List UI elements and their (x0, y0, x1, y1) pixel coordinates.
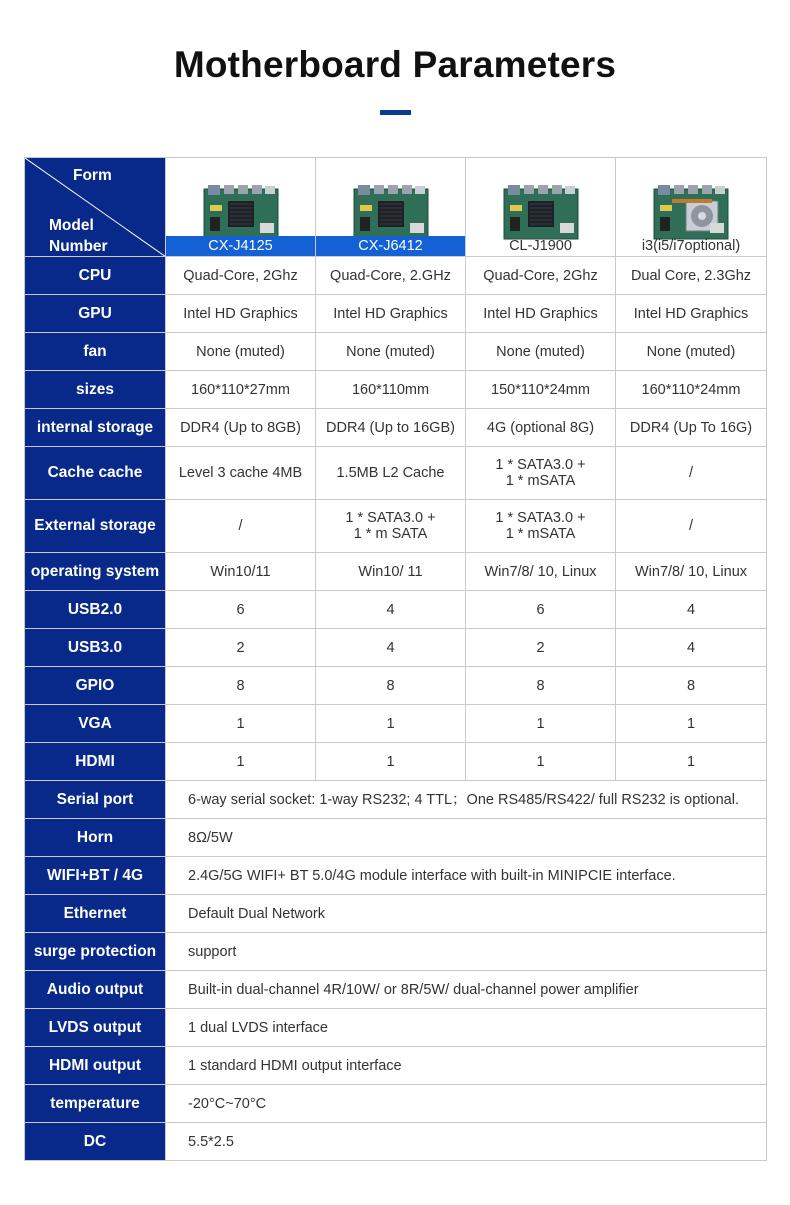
product-cell (316, 158, 466, 257)
spec-label: Ethernet (25, 895, 166, 933)
form-label: Form (73, 167, 112, 184)
spec-value: None (muted) (466, 333, 616, 371)
spec-value: 1 * SATA3.0 + 1 * mSATA (466, 500, 616, 553)
spec-value: 4 (316, 591, 466, 629)
spec-value: 4 (616, 629, 767, 667)
product-model-name: CX-J4125 (166, 236, 315, 256)
spec-value: DDR4 (Up to 8GB) (166, 409, 316, 447)
spec-label: Serial port (25, 781, 166, 819)
spec-row (25, 257, 767, 295)
spec-value: 8 (316, 667, 466, 705)
spec-value: Quad-Core, 2Ghz (166, 257, 316, 295)
product-image (502, 183, 580, 241)
motherboard-image (652, 183, 730, 241)
header-corner-cell (25, 158, 166, 257)
spec-row-wide (25, 1085, 767, 1123)
product-cell (166, 158, 316, 257)
spec-label: External storage (25, 500, 166, 553)
spec-label: temperature (25, 1085, 166, 1123)
spec-row (25, 295, 767, 333)
spec-value: 4 (316, 629, 466, 667)
spec-value: 1 (616, 705, 767, 743)
spec-value: 8 (166, 667, 316, 705)
spec-value: Intel HD Graphics (316, 295, 466, 333)
spec-value: 4G (optional 8G) (466, 409, 616, 447)
spec-value: support (166, 933, 767, 971)
spec-label: internal storage (25, 409, 166, 447)
spec-label: sizes (25, 371, 166, 409)
spec-row-wide (25, 819, 767, 857)
page-title: Motherboard Parameters (173, 44, 617, 85)
spec-row (25, 743, 767, 781)
spec-value: 150*110*24mm (466, 371, 616, 409)
spec-value: Dual Core, 2.3Ghz (616, 257, 767, 295)
spec-value: 1 (616, 743, 767, 781)
spec-label: HDMI output (25, 1047, 166, 1085)
product-model-name: CX-J6412 (316, 236, 465, 256)
spec-label: LVDS output (25, 1009, 166, 1047)
product-image (652, 183, 730, 241)
model-number-label: Model Number (49, 217, 108, 255)
spec-label: Cache cache (25, 447, 166, 500)
spec-row-wide (25, 895, 767, 933)
spec-value: 1 standard HDMI output interface (166, 1047, 767, 1085)
spec-row-wide (25, 1009, 767, 1047)
spec-value: Intel HD Graphics (466, 295, 616, 333)
spec-value: 1 * SATA3.0 + 1 * mSATA (466, 447, 616, 500)
spec-row-wide (25, 857, 767, 895)
spec-value: Built-in dual-channel 4R/10W/ or 8R/5W/ dual-channel power amplifier (166, 971, 767, 1009)
spec-label: USB3.0 (25, 629, 166, 667)
spec-value: 8 (616, 667, 767, 705)
spec-value: 2 (466, 629, 616, 667)
spec-row (25, 447, 767, 500)
spec-value: -20°C~70°C (166, 1085, 767, 1123)
spec-value: DDR4 (Up to 16GB) (316, 409, 466, 447)
spec-value: None (muted) (616, 333, 767, 371)
spec-row (25, 500, 767, 553)
spec-value: 2 (166, 629, 316, 667)
motherboard-image (352, 183, 430, 241)
spec-label: CPU (25, 257, 166, 295)
spec-label: surge protection (25, 933, 166, 971)
spec-value: Win7/8/ 10, Linux (466, 553, 616, 591)
spec-row-wide (25, 1123, 767, 1161)
product-image (202, 183, 280, 241)
spec-value: / (616, 447, 767, 500)
spec-value: 160*110mm (316, 371, 466, 409)
motherboard-image (502, 183, 580, 241)
spec-row-wide (25, 781, 767, 819)
spec-label: Audio output (25, 971, 166, 1009)
spec-value: / (616, 500, 767, 553)
spec-label: HDMI (25, 743, 166, 781)
spec-row (25, 553, 767, 591)
spec-value: Win10/ 11 (316, 553, 466, 591)
spec-row (25, 409, 767, 447)
spec-value: 6-way serial socket: 1-way RS232; 4 TTL；One RS485/RS422/ full RS232 is optional. (166, 781, 767, 819)
product-cell (616, 158, 767, 257)
spec-row (25, 667, 767, 705)
spec-value: DDR4 (Up To 16G) (616, 409, 767, 447)
spec-value: Default Dual Network (166, 895, 767, 933)
spec-label: GPIO (25, 667, 166, 705)
spec-value: 1 (166, 743, 316, 781)
spec-value: Win7/8/ 10, Linux (616, 553, 767, 591)
spec-value: 1 (166, 705, 316, 743)
spec-value: 8Ω/5W (166, 819, 767, 857)
spec-label: fan (25, 333, 166, 371)
spec-row-wide (25, 971, 767, 1009)
spec-label: USB2.0 (25, 591, 166, 629)
spec-value: 1 (466, 705, 616, 743)
spec-table (24, 157, 767, 1161)
header-row (25, 158, 767, 257)
spec-value: Quad-Core, 2.GHz (316, 257, 466, 295)
title-underline (380, 110, 411, 115)
spec-value: 1 (316, 705, 466, 743)
spec-row (25, 591, 767, 629)
product-model-name: i3(i5/i7optional) (641, 238, 741, 254)
spec-value: / (166, 500, 316, 553)
spec-row-wide (25, 1047, 767, 1085)
product-model-name: CL-J1900 (509, 238, 572, 254)
product-image (352, 183, 430, 241)
spec-value: None (muted) (316, 333, 466, 371)
spec-value: 8 (466, 667, 616, 705)
spec-row (25, 371, 767, 409)
spec-label: VGA (25, 705, 166, 743)
spec-label: WIFI+BT / 4G (25, 857, 166, 895)
spec-row (25, 629, 767, 667)
spec-value: Win10/11 (166, 553, 316, 591)
spec-value: 6 (466, 591, 616, 629)
spec-row (25, 705, 767, 743)
spec-value: 1 (466, 743, 616, 781)
spec-value: None (muted) (166, 333, 316, 371)
spec-row (25, 333, 767, 371)
spec-value: 160*110*27mm (166, 371, 316, 409)
spec-label: GPU (25, 295, 166, 333)
spec-value: Intel HD Graphics (166, 295, 316, 333)
spec-value: Intel HD Graphics (616, 295, 767, 333)
spec-label: Horn (25, 819, 166, 857)
spec-label: operating system (25, 553, 166, 591)
spec-value: Quad-Core, 2Ghz (466, 257, 616, 295)
spec-value: 5.5*2.5 (166, 1123, 767, 1161)
spec-value: 4 (616, 591, 767, 629)
spec-value: 1 dual LVDS interface (166, 1009, 767, 1047)
spec-value: 1 (316, 743, 466, 781)
spec-label: DC (25, 1123, 166, 1161)
spec-value: 2.4G/5G WIFI+ BT 5.0/4G module interface with built-in MINIPCIE interface. (166, 857, 767, 895)
spec-value: 1.5MB L2 Cache (316, 447, 466, 500)
product-cell (466, 158, 616, 257)
spec-value: 6 (166, 591, 316, 629)
spec-row-wide (25, 933, 767, 971)
spec-value: 1 * SATA3.0 + 1 * m SATA (316, 500, 466, 553)
spec-value: 160*110*24mm (616, 371, 767, 409)
spec-value: Level 3 cache 4MB (166, 447, 316, 500)
motherboard-image (202, 183, 280, 241)
